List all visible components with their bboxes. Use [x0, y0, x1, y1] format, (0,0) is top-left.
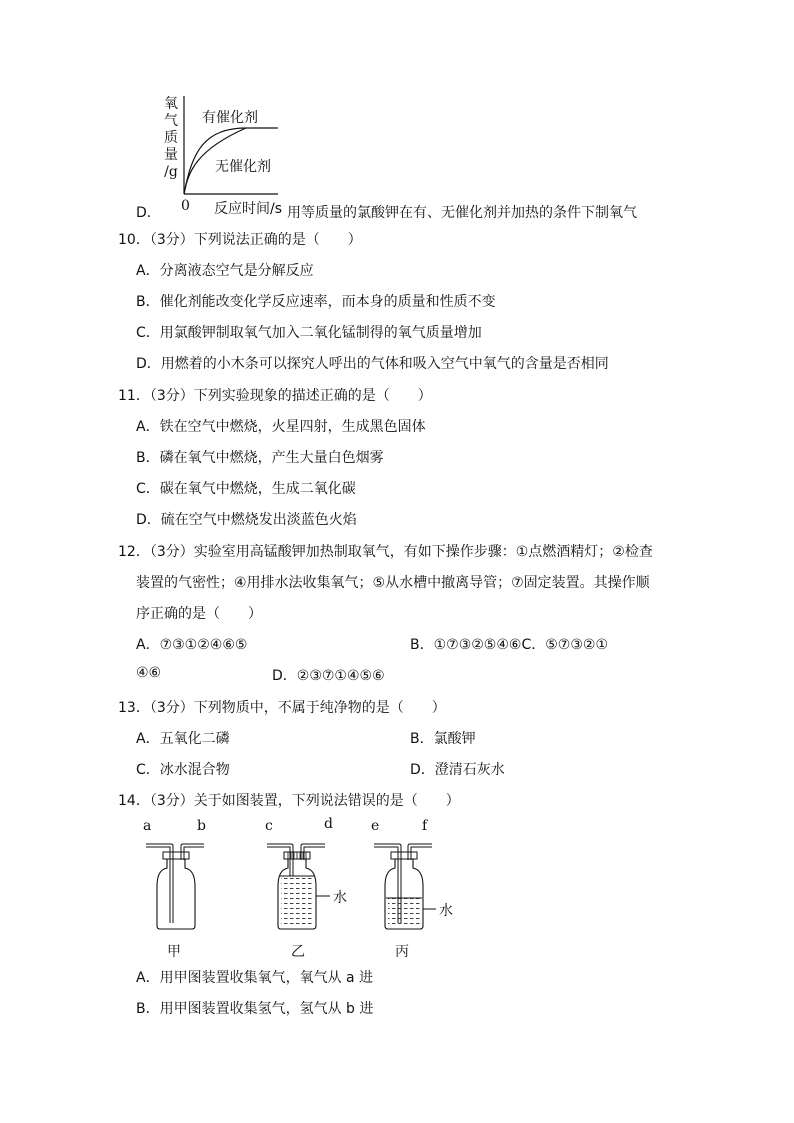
option-c-continued: ④⑥ [136, 665, 162, 681]
option-d: D．用燃着的小木条可以探究人呼出的气体和吸入空气中氧气的含量是否相同 [136, 356, 609, 372]
graph-x-label: 反应时间/s [214, 201, 283, 217]
port-label-b: b [197, 818, 206, 834]
option-b: B．磷在氧气中燃烧，产生大量白色烟雾 [136, 450, 384, 466]
question-stem-line2: 装置的气密性；④用排水法收集氧气；⑤从水槽中撤离导管；⑦固定装置。其操作顺 [136, 575, 650, 591]
question-stem: 14．（3分）关于如图装置，下列说法错误的是（ ） [118, 793, 460, 809]
option-d: D．硫在空气中燃烧发出淡蓝色火焰 [136, 512, 357, 528]
gas-bottle-diagram [140, 836, 460, 936]
question-stem: 11．（3分）下列实验现象的描述正确的是（ ） [118, 388, 432, 404]
bottle-label-bing: 丙 [395, 944, 409, 960]
bottle-yi [267, 844, 330, 929]
water-label-bing: 水 [439, 903, 453, 919]
option-b: B．氯酸钾 [410, 731, 476, 747]
bottle-bing [374, 844, 436, 929]
curve-with-label: 有催化剂 [202, 110, 258, 126]
option-d: D．②③⑦①④⑤⑥ [272, 668, 385, 684]
option-c: C．碳在氧气中燃烧，生成二氧化碳 [136, 481, 356, 497]
option-letter: D． [136, 205, 161, 221]
port-label-e: e [371, 818, 380, 834]
port-label-f: f [422, 818, 428, 834]
option-a: A．分离液态空气是分解反应 [136, 263, 314, 279]
port-label-a: a [143, 818, 152, 834]
option-c: C．冰水混合物 [136, 762, 230, 778]
question-stem-line1: 12．（3分）实验室用高锰酸钾加热制取氧气，有如下操作步骤：①点燃酒精灯；②检查 [118, 544, 653, 560]
bottle-label-yi: 乙 [291, 944, 305, 960]
option-a: A．铁在空气中燃烧，火星四射，生成黑色固体 [136, 419, 426, 435]
option-a: A．五氧化二磷 [136, 731, 230, 747]
graph-y-label: 氧 气 质 量 /g [164, 96, 178, 180]
option-d: D．澄清石灰水 [410, 762, 505, 778]
option-a: A．用甲图装置收集氧气，氧气从 a 进 [136, 970, 374, 986]
graph-origin: 0 [181, 198, 190, 214]
option-b: B．催化剂能改变化学反应速率，而本身的质量和性质不变 [136, 294, 496, 310]
question-stem: 10．（3分）下列说法正确的是（ ） [118, 232, 362, 248]
option-c: C．用氯酸钾制取氧气加入二氧化锰制得的氧气质量增加 [136, 325, 482, 341]
question-stem: 13．（3分）下列物质中，不属于纯净物的是（ ） [118, 700, 446, 716]
port-label-c: c [265, 818, 273, 834]
bottle-jia [146, 844, 204, 929]
option-b-c: B．①⑦③②⑤④⑥C．⑤⑦③②① [410, 637, 608, 653]
water-label-yi: 水 [333, 890, 347, 906]
curve-without-label: 无催化剂 [215, 159, 271, 175]
port-label-d: d [324, 816, 333, 832]
option-a: A．⑦③①②④⑥⑤ [136, 637, 248, 653]
bottle-label-jia: 甲 [167, 944, 181, 960]
option-b: B．用甲图装置收集氢气，氢气从 b 进 [136, 1001, 374, 1017]
option-text: 用等质量的氯酸钾在有、无催化剂并加热的条件下制氧气 [287, 205, 637, 221]
question-stem-line3: 序正确的是（ ） [136, 606, 262, 622]
